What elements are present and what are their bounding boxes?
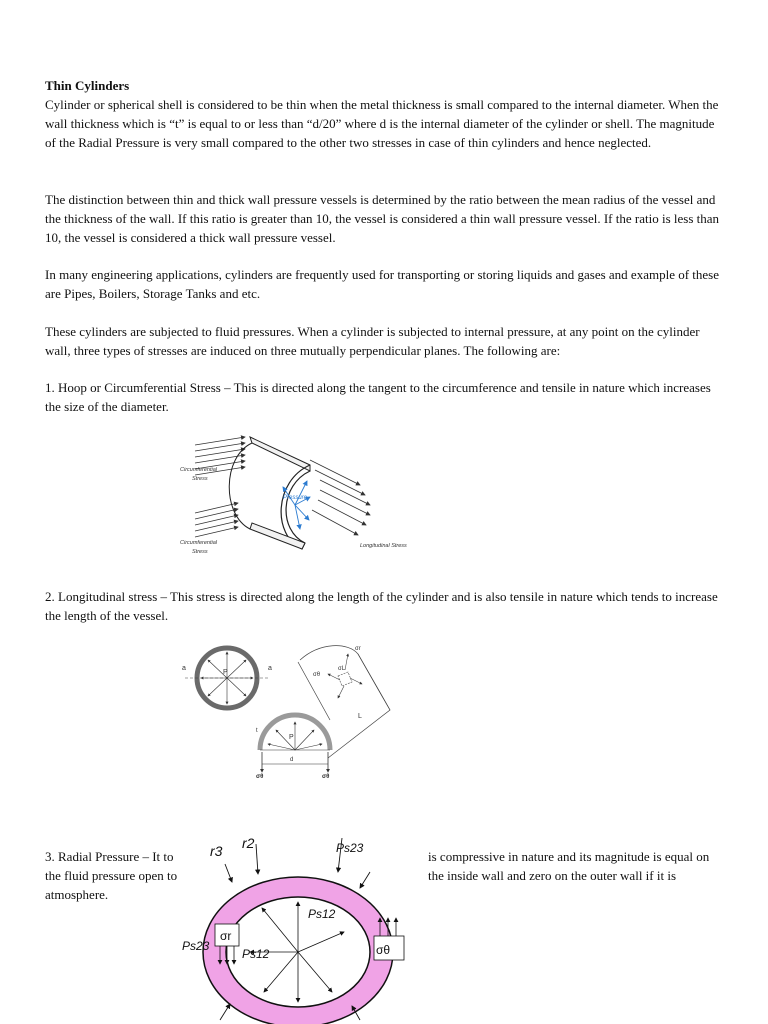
paragraph-stress-types-intro: These cylinders are subjected to fluid pressures. When a cylinder is subjected to internal pressure, at any point on the cylinder wall, three types of stresses are induced on three mutually perpendicular planes. The following are:	[45, 324, 700, 358]
paragraph-radial-pressure-left: 3. Radial Pressure – It to the fluid pressure open to atmosphere.	[45, 849, 178, 902]
diameter-d-label: d	[290, 757, 294, 763]
circumferential-stress-label-bottom-2: Stress	[192, 549, 208, 555]
sigma-theta-left-label: σθ	[256, 774, 264, 780]
sigma-theta-element-label: σθ	[313, 672, 321, 678]
paragraph-radial-pressure-right: is compressive in nature and its magnitude is equal on the inside wall and zero on the outer wall if it is	[428, 849, 710, 883]
section-a-right-label: a	[268, 665, 272, 672]
thickness-t-label: t	[256, 728, 258, 734]
pressure-p-label-top: P	[223, 669, 228, 676]
radius-r3-label: r3	[210, 843, 223, 859]
paragraph-thin-cylinder-definition: Cylinder or spherical shell is considered to be thin when the metal thickness is small compared to the internal diameter. When the wall thickness which is “t” is equal to or less than “d/20” where d is the internal diameter of the cylinder or shell. The magnitude of the Radial Pressure is very small compared to the other two stresses in case of thin cylinders and hence neglected.	[45, 97, 719, 150]
ps12-left-label: Ps12	[242, 947, 270, 961]
longitudinal-stress-figure	[180, 640, 395, 780]
radius-r2-label: r2	[242, 835, 255, 851]
circumferential-stress-label-bottom-1: Circumferential	[180, 540, 217, 546]
circumferential-stress-label-top-1: Circumferential	[180, 467, 217, 473]
pressure-label: Pressure	[283, 495, 308, 501]
sigma-r-label: σr	[355, 646, 361, 652]
paragraph-applications: In many engineering applications, cylinders are frequently used for transporting or storing liquids and gases and example of these are Pipes, Boilers, Storage Tanks and etc.	[45, 267, 720, 301]
sigma-theta-label: σθ	[376, 943, 391, 957]
longitudinal-stress-label: Longitudinal Stress	[360, 543, 407, 549]
hoop-stress-figure	[170, 425, 430, 560]
circumferential-stress-label-top-2: Stress	[192, 476, 208, 482]
paragraph-longitudinal-stress: 2. Longitudinal stress – This stress is directed along the length of the cylinder and is also tensile in nature which tends to increase the length of the vessel.	[45, 589, 718, 623]
pressure-p-label-bottom: P	[289, 734, 294, 741]
section-title: Thin Cylinders	[45, 78, 130, 93]
sigma-theta-right-label: σθ	[322, 774, 330, 780]
section-a-left-label: a	[182, 665, 186, 672]
radial-pressure-figure	[180, 832, 420, 1024]
ps23-left-label: Ps23	[182, 939, 210, 953]
sigma-l-label: σL	[338, 666, 346, 672]
length-l-label: L	[358, 713, 362, 720]
ps12-center-label: Ps12	[308, 907, 336, 921]
paragraph-thin-thick-distinction: The distinction between thin and thick wall pressure vessels is determined by the ratio between the mean radius of the vessel and the thickness of the wall. If this ratio is greater than 10, the vessel is considered a thin wall pressure vessel. If the ratio is less than 10, the vessel is considered a thick wall pressure vessel.	[45, 192, 720, 245]
paragraph-hoop-stress: 1. Hoop or Circumferential Stress – This is directed along the tangent to the circumference and tensile in nature which increases the size of the diameter.	[45, 380, 711, 414]
ps23-top-label: Ps23	[336, 841, 364, 855]
sigma-r-label: σr	[220, 929, 232, 943]
